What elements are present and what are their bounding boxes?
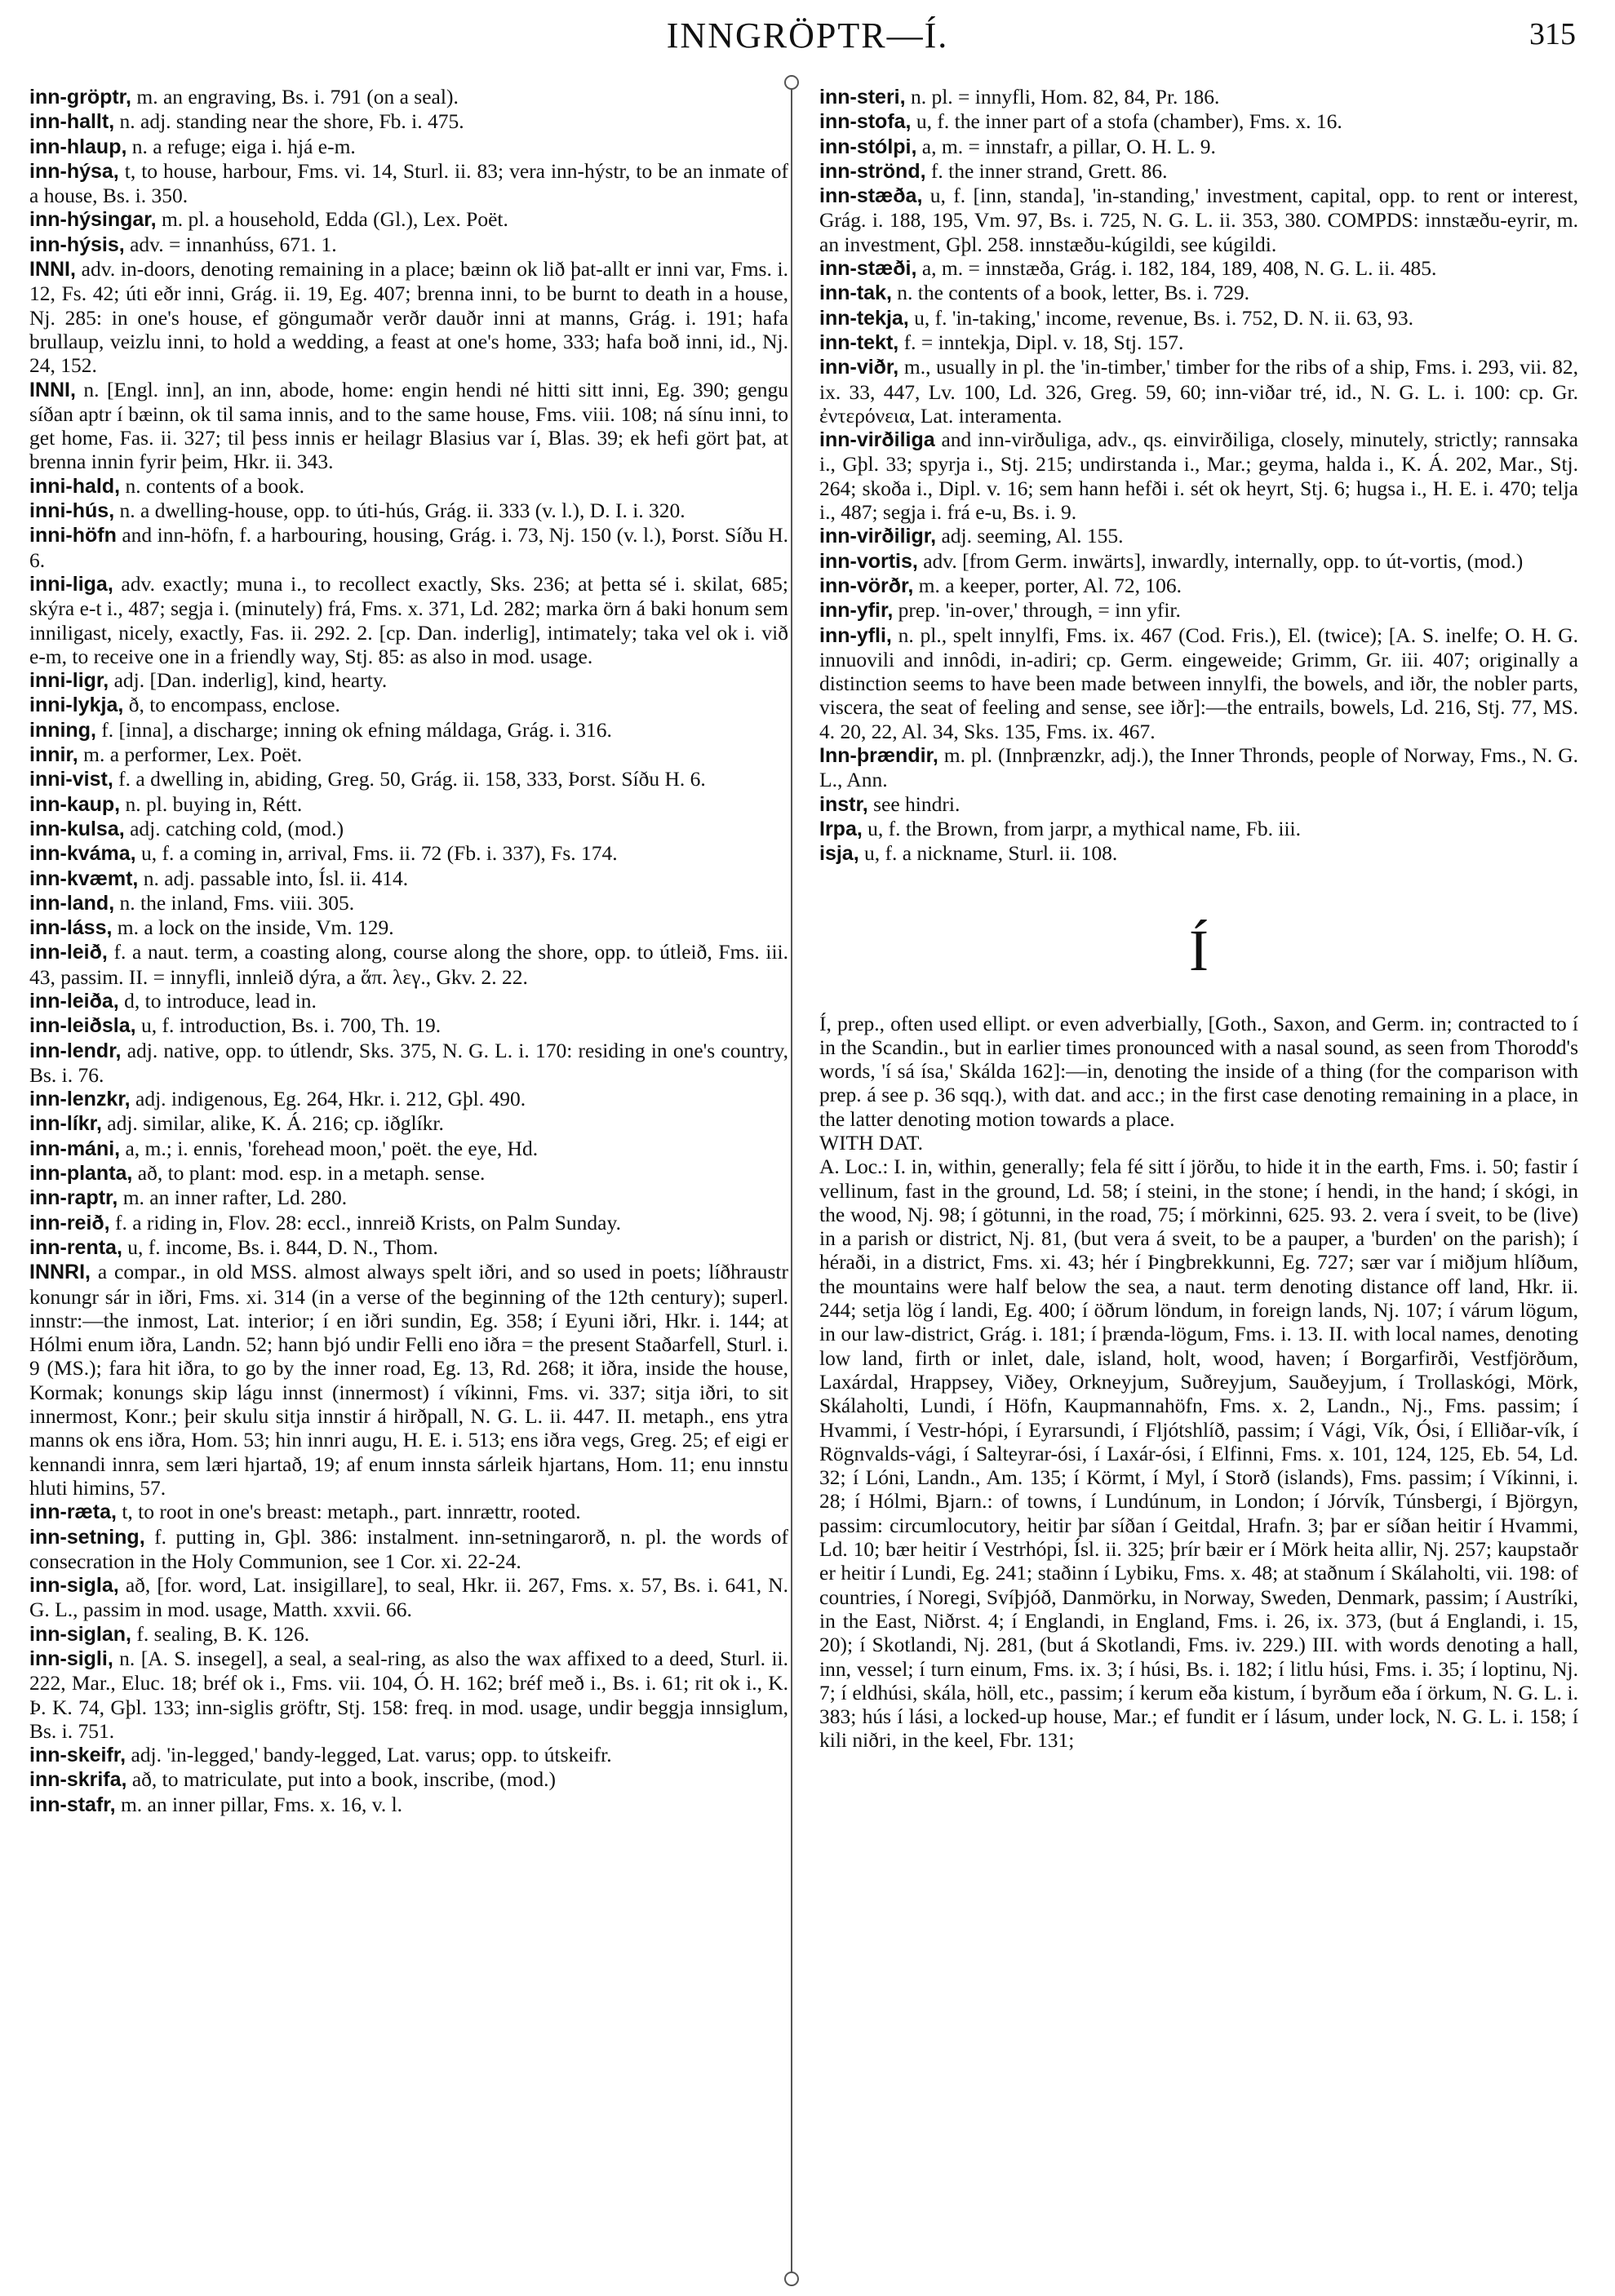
headword: inni-hús,: [29, 499, 115, 523]
headword: inn-tekja,: [819, 306, 909, 330]
dictionary-entry: [819, 428, 1578, 524]
headword: inn-leið,: [29, 941, 108, 964]
entry-definition: u, f. the inner part of a stofa (chamber), Fms. x. 16.: [911, 109, 1342, 134]
entry-definition: and inn-virðuliga, adv., qs. einvirðiliga, closely, minutely, strictly; rannsaka i., Gþl. 33; spyrja i., Stj. 215; undirstanda i., Mar.; geyma, halda i., K. Á. 202, Mar., Stj. 264; skoða i., Dipl. v. 16; sem hann hefði i. sét ok heyrt, Stj. 6; hugsa i., H. E. i. 470; telja i., 487; segja i. frá e-u, Bs. i. 9.: [819, 428, 1578, 525]
entry-definition: adj. indigenous, Eg. 264, Hkr. i. 212, Gþl. 490.: [130, 1087, 526, 1111]
section-paragraph: Í, prep., often used ellipt. or even adverbially, [Goth., Saxon, and Germ. in; contracted to í in the Scandin., but in earlier times pronounced with a nasal sound, as seen from Thorodd's words, 'í sá ísa,' Skálda 162]:—in, denoting the inside of a thing (for the comparison with prep. á see p. 36 sqq.), with dat. and acc.; in the first case denoting remaining in a place, in the latter denoting motion towards a place.: [819, 1011, 1578, 1131]
section-letter: Í: [1189, 917, 1209, 983]
headword: inn-tekt,: [819, 330, 899, 354]
headword: inni-liga,: [29, 572, 113, 596]
divider-bottom-ornament: [784, 2272, 799, 2286]
dictionary-entry: [29, 1767, 788, 1792]
section-paragraph: A. Loc.: I. in, within, generally; fela fé sitt í jörðu, to hide it in the earth, Fms. i. 50; fastir í vellinum, fast in the ground, Ld. 58; í steini, in the stone; í hendi, in the hand; í skógi, in the wood, Nj. 98; í götunni, in the road, 75; í mörkinni, 625. 93. 2. vera í sveit, to be (live) in a parish or district, Nj. 81, (but vera á sveit, to be a pauper, a 'burden' on the parish); í héraði, in a district, Fms. xi. 43; hér í Þingbrekkunni, Eg. 727; sær var í miðjum hlíðum, the mountains were half below the sea, a naut. term denoting distance off land, Hkr. ii. 244; setja lög í landi, Eg. 400; í öðrum löndum, in foreign lands, Nj. 107; í várum lögum, in our law-district, Grág. i. 181; í þrænda-lögum, Fms. i. 13. II. with local names, denoting low land, firth or inlet, dale, island, holt, wood, haven; í Borgarfirði, Vestfjörðum, Laxárdal, Hrappsey, Viðey, Orkneyjum, Suðreyjum, Sauðeyjum, í Trollaskógi, Mörk, Skálaholti, Lundi, í Höfn, Kaupmannahöfn, Fms. x. 2, Landn., Nj., Fms. passim; í Hvammi, í Vestr-hópi, í Eyrarsundi, í Fljótshlíð, passim; í Vági, Vík, Ósi, í Elliðar-vík, í Rögnvalds-vági, í Salteyrar-ósi, í Laxár-ósi, í Elfinni, Fms. x. 101, 124, 125, Eb. 54, Ld. 32; í Lóni, Landn., Am. 135; í Körmt, í Myl, í Storð (islands), Fms. passim; í Víkinni, i. 28; í Hólmi, Bjarn.: of towns, í Lundúnum, in London; í Jórvík, Túnsbergi, í Björgyn, passim: circumlocutory, heitir þar síðan í Geitdal, Hrafn. 3; þar er síðan heitir í Hvammi, Ld. 10; bær heitir í Vestrhópi, Ísl. ii. 325; þrír bæir er í Mörk heita allir, Nj. 257; kaupstaðr er heitir í Lundi, Eg. 241; staðinn í Lybiku, Fms. x. 48; at staðnum í Skálaholti, vii. 198: of countries, í Noregi, Svíþjóð, Danmörku, in Norway, Sweden, Denmark, passim; í Austríki, in the East, Niðrst. 4; í Englandi, in England, Fms. i. 26, ix. 373, (but á Englandi, i. 15, 20); í Skotlandi, Nj. 281, (but á Skotlandi, Fms. iv. 229.) III. with words denoting a hall, inn, vessel; í turn einum, Fms. ix. 3; í húsi, Bs. i. 182; í litlu húsi, Fms. i. 35; í loptinu, Nj. 7; í eldhúsi, skála, höll, etc., passim; í kerum eða kistum, í byrðum eða í örkum, N. G. L. i. 383; hús í lási, a locked-up house, Mar.; ef fundit er í lásum, under lock, N. G. L. i. 158; í kili niðri, in the keel, Fbr. 131;: [819, 1155, 1578, 1753]
dictionary-entry: [29, 1500, 788, 1524]
dictionary-entry: [29, 257, 788, 377]
headword: inn-hýsis,: [29, 233, 125, 256]
headword: inn-gröptr,: [29, 86, 131, 109]
entry-definition: u, f. the Brown, from jarpr, a mythical name, Fb. iii.: [862, 816, 1301, 840]
entry-definition: adj. catching cold, (mod.): [124, 816, 344, 840]
entry-definition: n. adj. passable into, Ísl. ii. 414.: [138, 866, 409, 890]
left-column: [29, 85, 788, 1817]
headword: inn-strönd,: [819, 159, 926, 183]
headword: inn-kvæmt,: [29, 867, 139, 890]
entry-definition: ð, to encompass, enclose.: [123, 693, 340, 717]
dictionary-entry: [29, 499, 788, 523]
headword: inning,: [29, 718, 96, 742]
page-number: 315: [1529, 17, 1576, 51]
entry-definition: see hindri.: [867, 791, 961, 816]
dictionary-entry: [819, 306, 1578, 330]
entry-definition: n. a dwelling-house, opp. to úti-hús, Grág. ii. 333 (v. l.), D. I. i. 320.: [114, 499, 685, 523]
headword: inn-renta,: [29, 1235, 122, 1259]
running-head: INNGRÖPTR—Í.: [666, 16, 949, 55]
entry-definition: a, m. = innstafr, a pillar, O. H. L. 9.: [916, 134, 1216, 158]
entry-definition: a compar., in old MSS. almost always spelt iðri, and so used in poets; líðhraustr konungr sár in iðri, Fms. xi. 314 (in a verse of the beginning of the 12th century); superl. innstr:—the inmost, Lat. interior; í en iðri sundin, Eg. 358; í Eyuni iðri, Hkr. i. 144; at Hólmi enum iðra, Landn. 52; hann bjó undir Felli eno iðra = the present Staðarfell, Sturl. i. 9 (MS.); fara hit iðra, to go by the inner road, Eg. 13, Rd. 268; it iðra, inside the house, Kormak; konungs skip lágu innst (innermost) í víkinni, Fms. vi. 337; sitja iðri, to sit innermost, Konr.; þeir skulu sitja innstir á hirðpall, N. G. L. ii. 447. II. metaph., ens ytra manns ok ens iðra, Hom. 53; hin innri augu, H. E. i. 513; ens iðra vegs, Greg. 25; ef eigi er kennandi innra, sem læri hjartað, 19; af enum innsta sárleik hjartans, Hom. 11; enu innstu hluti himins, 57.: [29, 1260, 788, 1500]
entry-definition: d, to introduce, lead in.: [118, 988, 317, 1013]
dictionary-entry: [819, 281, 1578, 305]
headword: inn-lendr,: [29, 1039, 122, 1062]
dictionary-entry: [29, 135, 788, 159]
headword: inn-hallt,: [29, 110, 115, 134]
entry-definition: f. a dwelling in, abiding, Greg. 50, Grág. ii. 158, 333, Þorst. Síðu H. 6.: [113, 767, 706, 791]
dictionary-entry: [29, 207, 788, 232]
dictionary-entry: [29, 1137, 788, 1161]
entry-definition: f. a naut. term, a coasting along, course along the shore, opp. to útleið, Fms. iii. 43, passim. II. = innyfli, innleið dýra, a ἅπ. λεγ., Gkv. 2. 22.: [29, 940, 788, 989]
entry-definition: n. adj. standing near the shore, Fb. i. 475.: [114, 109, 464, 134]
headword: inn-leiða,: [29, 989, 119, 1013]
headword: inn-land,: [29, 891, 115, 915]
headword: inni-hald,: [29, 474, 121, 498]
headword: inn-kulsa,: [29, 817, 125, 840]
dictionary-entry: [819, 792, 1578, 817]
column-divider: [791, 78, 792, 2281]
dictionary-entry: [819, 598, 1578, 623]
dictionary-entry: [29, 867, 788, 891]
entry-definition: u, f. [inn, standa], 'in-standing,' investment, capital, opp. to rent or interest, Grág. i. 188, 195, Vm. 97, Bs. i. 725, N. G. L. ii. 353, 380. COMPDS: innstæðu-eyrir, m. an investment, Gþl. 258. innstæðu-kúgildi, see kúgildi.: [819, 184, 1578, 256]
right-column: [819, 85, 1578, 1753]
entry-definition: u, f. 'in-taking,' income, revenue, Bs. i. 752, D. N. ii. 63, 93.: [908, 305, 1414, 330]
dictionary-entry: [29, 109, 788, 134]
headword: isja,: [819, 842, 859, 866]
headword: inni-vist,: [29, 768, 113, 791]
dictionary-entry: [819, 574, 1578, 598]
headword: inn-skrifa,: [29, 1768, 127, 1792]
dictionary-entry: [29, 693, 788, 717]
dictionary-entry: [29, 1793, 788, 1817]
entry-definition: n. the inland, Fms. viii. 305.: [114, 890, 355, 915]
headword: innir,: [29, 743, 78, 767]
dictionary-entry: [29, 989, 788, 1013]
entry-definition: and inn-höfn, f. a harbouring, housing, Grág. i. 73, Nj. 150 (v. l.), Þorst. Síðu H. 6.: [29, 523, 788, 572]
dictionary-entry: [29, 841, 788, 866]
headword: inn-ræta,: [29, 1500, 117, 1524]
dictionary-entry: [819, 355, 1578, 428]
dictionary-entry: [29, 1573, 788, 1622]
headword: inn-viðr,: [819, 356, 899, 379]
entry-definition: f. [inna], a discharge; inning ok efning máldaga, Grág. i. 316.: [95, 717, 612, 742]
headword: inn-sigla,: [29, 1574, 119, 1598]
dictionary-entry: [29, 1525, 788, 1574]
dictionary-entry: [29, 1087, 788, 1111]
entry-definition: m. a lock on the inside, Vm. 129.: [112, 915, 394, 940]
entry-definition: u, f. a coming in, arrival, Fms. ii. 72 (Fb. i. 337), Fs. 174.: [135, 841, 618, 866]
headword: inn-láss,: [29, 916, 113, 940]
entry-definition: t, to root in one's breast: metaph., part. innrættr, rooted.: [116, 1500, 581, 1524]
dictionary-entry: [819, 109, 1578, 134]
headword: inn-vörðr,: [819, 574, 914, 597]
dictionary-entry: [29, 891, 788, 915]
headword: inn-yfli,: [819, 623, 892, 647]
entry-definition: n. contents of a book.: [120, 473, 305, 498]
headword: inn-vortis,: [819, 549, 918, 573]
headword: inn-leiðsla,: [29, 1014, 136, 1038]
dictionary-entry: [29, 159, 788, 208]
headword: inni-lykja,: [29, 694, 124, 717]
entry-definition: adv. = innanhúss, 671. 1.: [124, 232, 337, 256]
entry-definition: f. = inntekja, Dipl. v. 18, Stj. 157.: [898, 330, 1184, 354]
headword: INNRI,: [29, 1261, 91, 1284]
headword: inn-reið,: [29, 1211, 110, 1234]
headword: inn-kváma,: [29, 842, 136, 866]
dictionary-entry: [29, 1235, 788, 1260]
dictionary-entry: [819, 549, 1578, 574]
headword: inn-hlaup,: [29, 135, 127, 158]
dictionary-entry: [29, 233, 788, 257]
entry-definition: u, f. income, Bs. i. 844, D. N., Thom.: [122, 1234, 438, 1259]
entry-definition: n. the contents of a book, letter, Bs. i. 729.: [891, 281, 1249, 305]
dictionary-entry: [29, 474, 788, 499]
entry-definition: m., usually in pl. the 'in-timber,' timber for the ribs of a ship, Fms. i. 293, vii. 82, ix. 33, 447, Lv. 100, Ld. 326, Greg. 59, 60; inn-viðar tré, id., N. G. L. i. 100: cp. Gr. ἐντερόνεια, Lat. interamenta.: [819, 355, 1578, 428]
right-entries: [819, 85, 1578, 867]
entry-definition: n. pl., spelt innylfi, Fms. ix. 467 (Cod. Fris.), El. (twice); [A. S. inelfe; O. H. G. innuovili and innôdi, in-adiri; cp. Germ. eingeweide; Grimm, Gr. iii. 407; originally a distinction seems to have been made between innylfi, the bowels, and iðr, the nobler parts, viscera, the seat of feeling and sense, see iðr]:—the entrails, bowels, Ld. 216, Stj. 77, MS. 4. 20, 22, Al. 34, Sks. 135, Fms. ix. 467.: [819, 623, 1578, 743]
headword: Irpa,: [819, 817, 863, 840]
dictionary-entry: [29, 792, 788, 817]
headword: instr,: [819, 792, 868, 816]
dictionary-entry: [29, 940, 788, 989]
entry-definition: m. a keeper, porter, Al. 72, 106.: [913, 573, 1182, 597]
dictionary-entry: [29, 1260, 788, 1500]
entry-definition: n. a refuge; eiga i. hjá e-m.: [126, 134, 356, 158]
dictionary-entry: [819, 817, 1578, 841]
dictionary-entry: [819, 85, 1578, 109]
entry-definition: adv. in-doors, denoting remaining in a place; bæinn ok lið þat-allt er inni var, Fms. i. 12, Fs. 42; úti eðr inni, Grág. ii. 19, Eg. 407; brenna inni, to be burnt to death in a house, Nj. 285: in one's house, ef göngumaðr verðr dauðr inni at manns, Grág. i. 191; hafa brullaup, veizlu inni, to hold a wedding, a feast at one's home, 333; hafa boð inni, id., Nj. 24, 152.: [29, 257, 788, 378]
dictionary-entry: [819, 184, 1578, 256]
entry-definition: m. an inner rafter, Ld. 280.: [118, 1186, 348, 1210]
section-paragraph: WITH DAT.: [819, 1130, 923, 1155]
headword: inn-hýsingar,: [29, 208, 157, 232]
entry-definition: m. pl. a household, Edda (Gl.), Lex. Poët.: [156, 207, 508, 232]
entry-definition: f. the inner strand, Grett. 86.: [925, 158, 1168, 183]
headword: INNI,: [29, 258, 76, 281]
headword: inni-höfn: [29, 524, 117, 547]
entry-definition: n. pl. buying in, Rétt.: [120, 791, 303, 816]
dictionary-entry: [819, 524, 1578, 548]
headword: inn-máni,: [29, 1137, 121, 1160]
headword: inn-raptr,: [29, 1186, 118, 1210]
headword: inn-stofa,: [819, 110, 912, 134]
dictionary-entry: [29, 915, 788, 940]
entry-definition: n. [A. S. insegel], a seal, a seal-ring, as also the wax affixed to a deed, Sturl. ii. 222, Mar., Eluc. 18; bréf ok i., Fms. vii. 104, Ó. H. 162; bréf með i., Bs. i. 61; rit ok i., K. Þ. K. 74, Gþl. 133; inn-siglis gröftr, Stj. 158: freq. in mod. usage, undir beggja innsiglum, Bs. i. 751.: [29, 1647, 788, 1743]
entry-definition: f. sealing, B. K. 126.: [131, 1621, 310, 1646]
headword: inn-lenzkr,: [29, 1088, 131, 1111]
headword: inn-stafr,: [29, 1793, 116, 1816]
headword: inn-skeifr,: [29, 1744, 126, 1767]
dictionary-entry: [29, 668, 788, 693]
entry-definition: a, m. = innstæða, Grág. i. 182, 184, 189, 408, N. G. L. ii. 485.: [916, 256, 1437, 281]
entry-definition: prep. 'in-over,' through, = inn yfir.: [893, 598, 1181, 623]
dictionary-entry: [29, 1622, 788, 1647]
dictionary-entry: [819, 330, 1578, 355]
dictionary-entry: [29, 1647, 788, 1743]
dictionary-entry: [29, 1186, 788, 1210]
headword: inn-setning,: [29, 1525, 145, 1549]
entry-definition: n. [Engl. inn], an inn, abode, home: engin hendi né hitti sitt inni, Eg. 390; gengu síðan aptr í bæinn, ok til sama innis, and to the same house, Fms. viii. 108; ná sínu inni, to get home, Fas. ii. 327; til þess innis er heilagr Blasius var í, Blas. 39; ek hefi gört þat, at brenna innin fyrir þeim, Hkr. ii. 343.: [29, 377, 788, 474]
entry-definition: f. a riding in, Flov. 28: eccl., innreið Krists, on Palm Sunday.: [109, 1210, 621, 1234]
entry-definition: að, [for. word, Lat. insigillare], to seal, Hkr. ii. 267, Fms. x. 57, Bs. i. 641, N. G. L., passim in mod. usage, Matth. xxvii. 66.: [29, 1573, 788, 1622]
entry-definition: adj. [Dan. inderlig], kind, hearty.: [109, 668, 388, 693]
dictionary-entry: [29, 1161, 788, 1186]
dictionary-entry: [29, 85, 788, 109]
entry-definition: u, f. introduction, Bs. i. 700, Th. 19.: [135, 1013, 441, 1038]
headword: inn-yfir,: [819, 599, 894, 623]
headword: inn-hýsa,: [29, 159, 119, 183]
dictionary-entry: [29, 1211, 788, 1235]
headword: inn-stólpi,: [819, 135, 917, 158]
entry-definition: m. an engraving, Bs. i. 791 (on a seal).: [131, 85, 459, 109]
headword: inn-sigli,: [29, 1647, 113, 1670]
dictionary-entry: [29, 817, 788, 841]
entry-definition: u, f. a nickname, Sturl. ii. 108.: [859, 841, 1118, 866]
headword: inn-planta,: [29, 1162, 133, 1186]
entry-definition: adj. native, opp. to útlendr, Sks. 375, N. G. L. i. 170: residing in one's country, Bs. i. 76.: [29, 1038, 788, 1087]
dictionary-entry: [819, 135, 1578, 159]
entry-definition: adv. [from Germ. inwärts], inwardly, internally, opp. to út-vortis, (mod.): [917, 548, 1524, 573]
headword: INNI,: [29, 378, 76, 401]
entry-definition: m. a performer, Lex. Poët.: [78, 742, 303, 767]
headword: inn-tak,: [819, 281, 892, 305]
entry-definition: að, to matriculate, put into a book, inscribe, (mod.): [126, 1767, 556, 1792]
dictionary-entry: [819, 256, 1578, 281]
dictionary-entry: [29, 378, 788, 474]
dictionary-entry: [819, 159, 1578, 184]
headword: inn-kaup,: [29, 792, 121, 816]
entry-definition: a, m.; i. ennis, 'forehead moon,' poët. the eye, Hd.: [120, 1136, 539, 1160]
headword: inn-líkr,: [29, 1112, 102, 1136]
dictionary-entry: [819, 623, 1578, 743]
dictionary-entry: [819, 841, 1578, 866]
entry-definition: m. pl. (Innþrænzkr, adj.), the Inner Thronds, people of Norway, Fms., N. G. L., Ann.: [819, 743, 1578, 792]
headword: Inn-þrændir,: [819, 744, 938, 768]
entry-definition: adj. similar, alike, K. Á. 216; cp. iðglíkr.: [101, 1111, 444, 1136]
headword: inn-virðiligr,: [819, 525, 937, 548]
headword: inn-steri,: [819, 86, 906, 109]
headword: inn-siglan,: [29, 1622, 131, 1646]
entry-definition: t, to house, harbour, Fms. vi. 14, Sturl. ii. 83; vera inn-hýstr, to be an inmate of a house, Bs. i. 350.: [29, 158, 788, 208]
headword: inn-stæða,: [819, 184, 923, 208]
entry-definition: adv. exactly; muna i., to recollect exactly, Sks. 236; at þetta sé i. skilat, 685; skýra e-t i., 487; segja i. (minutely) frá, Fms. x. 371, Ld. 282; marka örn á baki honum sem inniligast, nicely, exactly, Fas. ii. 292. 2. [cp. Dan. inderlig], intimately; taka vel ok i. við e-m, to receive one in a friendly way, Stj. 85: as also in mod. usage.: [29, 571, 788, 668]
entry-definition: n. pl. = innyfli, Hom. 82, 84, Pr. 186.: [905, 85, 1220, 109]
section-body: [819, 1012, 1578, 1753]
entry-definition: m. an inner pillar, Fms. x. 16, v. l.: [115, 1792, 403, 1816]
headword: inn-stæði,: [819, 257, 917, 281]
dictionary-entry: [29, 1013, 788, 1038]
dictionary-entry: [29, 767, 788, 791]
page-header: [0, 15, 1615, 60]
dictionary-entry: [29, 718, 788, 742]
entry-definition: að, to plant: mod. esp. in a metaph. sense.: [132, 1161, 486, 1186]
headword: inni-ligr,: [29, 669, 109, 693]
dictionary-entry: [29, 1743, 788, 1767]
dictionary-entry: [29, 523, 788, 572]
entry-definition: adj. seeming, Al. 155.: [936, 524, 1124, 548]
entry-definition: f. putting in, Gþl. 386: instalment. inn-setningarorð, n. pl. the words of consecration in the Holy Communion, see 1 Cor. xi. 22-24.: [29, 1524, 788, 1573]
dictionary-entry: [29, 572, 788, 668]
dictionary-entry: [29, 742, 788, 767]
entry-definition: adj. 'in-legged,' bandy-legged, Lat. varus; opp. to útskeifr.: [126, 1743, 612, 1767]
dictionary-entry: [29, 1111, 788, 1136]
dictionary-entry: [819, 743, 1578, 792]
dictionary-entry: [29, 1039, 788, 1088]
headword: inn-virðiliga: [819, 428, 935, 452]
